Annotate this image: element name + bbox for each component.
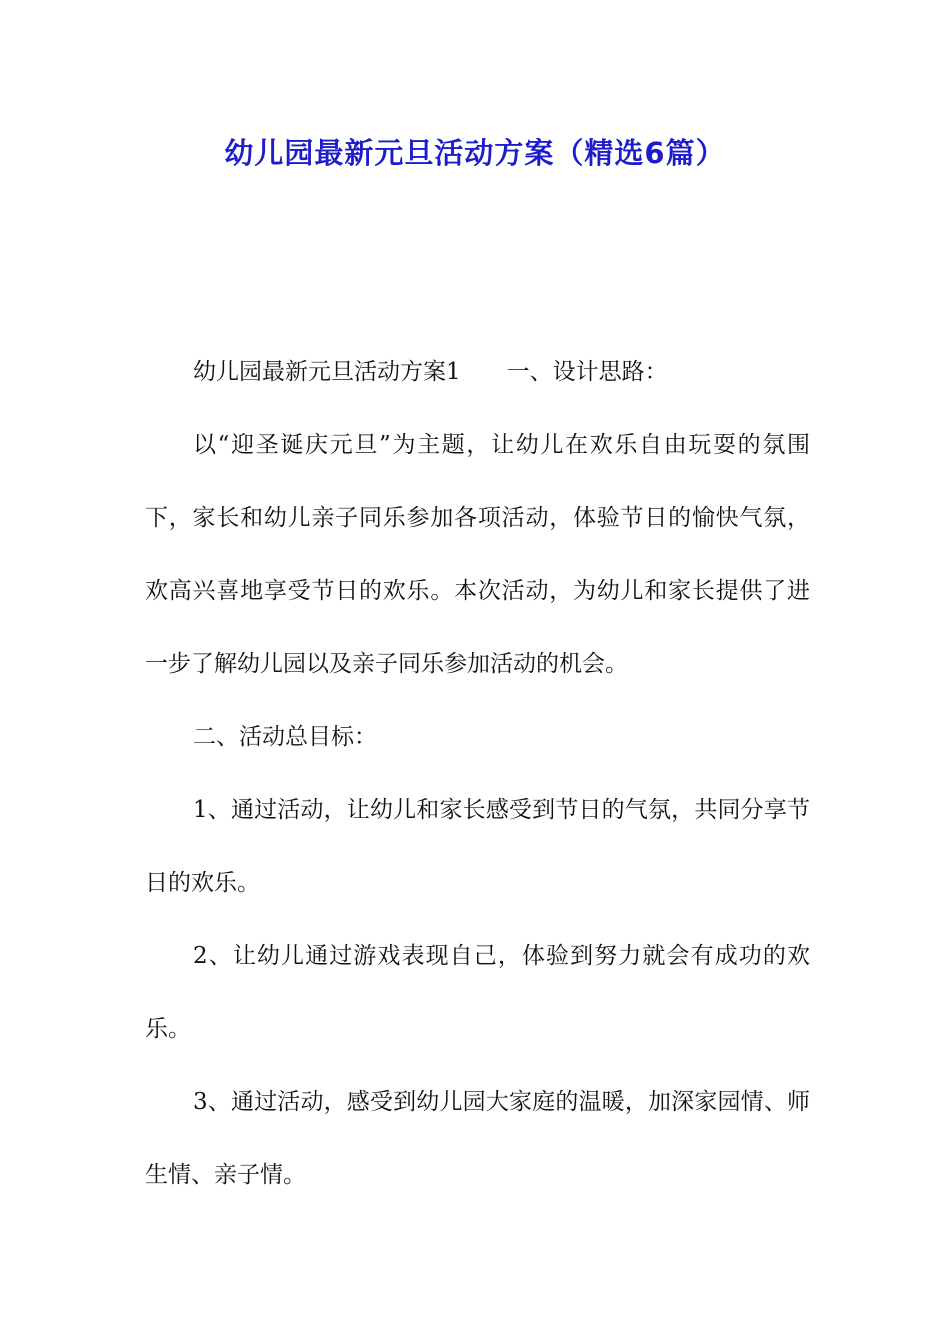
goal-item-2: 2、让幼儿通过游戏表现自己，体验到努力就会有成功的欢乐。 [145, 943, 810, 1042]
paragraph-theme: 以“迎圣诞庆元旦”为主题，让幼儿在欢乐自由玩耍的氛围下，家长和幼儿亲子同乐参加各项活动，体验节日的愉快气氛，欢高兴喜地享受节日的欢乐。本次活动，为幼儿和家长提供了进一步了解幼儿园以及亲子同乐参加活动的机会。 [145, 432, 810, 677]
document-title: 幼儿园最新元旦活动方案（精选6篇） [224, 136, 726, 170]
goal-item-1: 1、通过活动，让幼儿和家长感受到节日的气氛，共同分享节日的欢乐。 [145, 797, 810, 896]
section-heading-goals: 二、活动总目标： [193, 724, 377, 750]
goal-item-3: 3、通过活动，感受到幼儿园大家庭的温暖，加深家园情、师生情、亲子情。 [145, 1089, 810, 1188]
paragraph-heading [145, 336, 810, 409]
document-body [145, 336, 810, 1212]
section-heading-design: 一、设计思路： [506, 359, 668, 385]
plan-heading: 幼儿园最新元旦活动方案1 [193, 359, 461, 385]
